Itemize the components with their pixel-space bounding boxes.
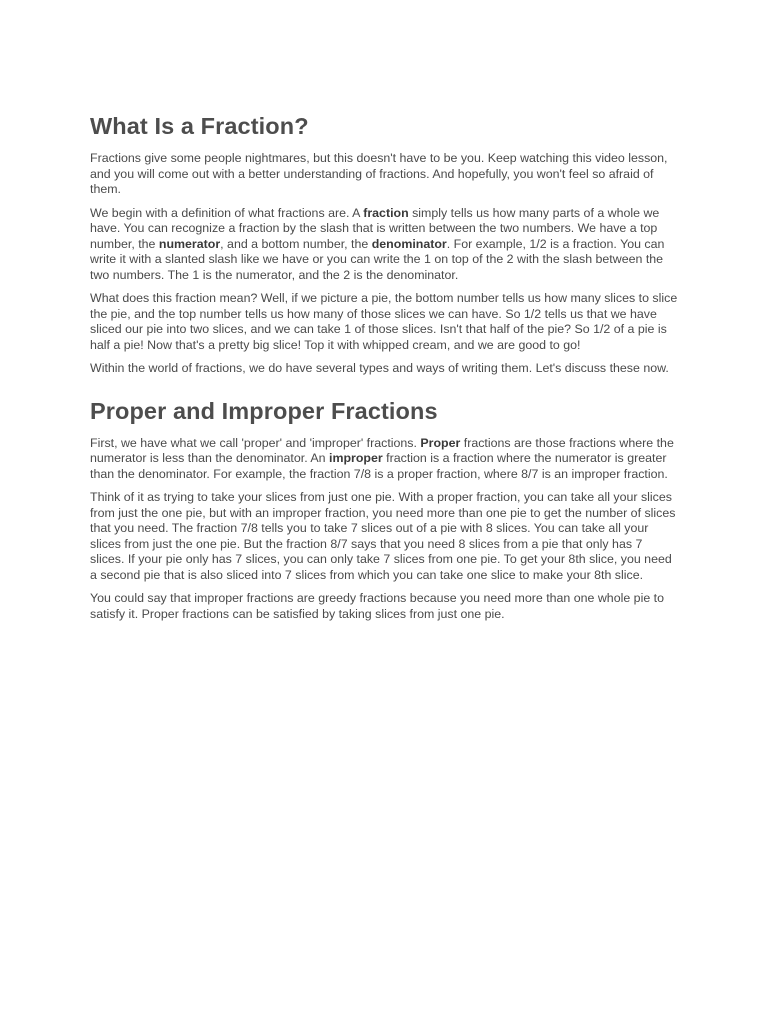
paragraph-types-intro: Within the world of fractions, we do have several types and ways of writing them. Let's discuss these now. (90, 361, 669, 375)
text-span: , and a bottom number, the (220, 236, 372, 251)
text-span: . For example, 1/2 is a fraction. You can write it with a slanted slash like we have or you can write the 1 on top of the 2 with the slash between the two numbers. The 1 is the numerator, and the 2 is the denominator. (90, 236, 665, 282)
paragraph-proper-improper-definition (90, 436, 678, 483)
paragraph-pie-example: Think of it as trying to take your slices from just one pie. With a proper fraction, you can take all your slices from just the one pie, but with an improper fraction, you need more than one pie to get the number of slices that you need. The fraction 7/8 tells you to take 7 slices out of a pie with 8 slices. You can take all your slices from just the one pie. But the fraction 8/7 says that you need 8 slices from a pie that only has 7 slices. If your pie only has 7 slices, you can only take 7 slices from one pie. To get your 8th slice, you need a second pie that is also sliced into 7 slices from which you can take one slice to make your 8th slice. (90, 490, 676, 582)
term-improper: improper (329, 451, 383, 465)
term-denominator: denominator (371, 236, 447, 251)
paragraph-greedy-fractions: You could say that improper fractions are greedy fractions because you need more than one whole pie to satisfy it. Proper fractions can be satisfied by taking slices from just one pie. (90, 591, 664, 621)
text-span: simply tells us how many parts of a whole we have. You can recognize a fraction by the slash that is written between the two numbers. We have a top number, the (90, 205, 660, 251)
text-span: fractions are those fractions where the numerator is less than the denominator. An (90, 435, 674, 465)
paragraph-pie-meaning: What does this fraction mean? Well, if we picture a pie, the bottom number tells us how many slices to slice the pie, and the top number tells us how many of those slices we can have. So 1/2 tells us that we have sliced our pie into two slices, and we can take 1 of those slices. Isn't that half of the pie? So 1/2 of a pie is half a pie! Now that's a pretty big slice! Top it with whipped cream, and we are good to go! (90, 291, 678, 352)
term-fraction: fraction (363, 205, 409, 220)
term-proper: Proper (420, 435, 461, 450)
article (90, 110, 678, 630)
text-span: fraction is a fraction where the numerator is greater than the denominator. For example, the fraction 7/8 is a proper fraction, where 8/7 is an improper fraction. (90, 451, 668, 481)
text-span: First, we have what we call 'proper' and 'improper' fractions. (90, 435, 421, 450)
paragraph-intro: Fractions give some people nightmares, but this doesn't have to be you. Keep watching this video lesson, and you will come out with a better understanding of fractions. And hopefully, you won't feel so afraid of them. (90, 151, 668, 196)
text-span: We begin with a definition of what fractions are. A (90, 205, 364, 220)
term-numerator: numerator (158, 236, 221, 251)
section-heading-what-is-a-fraction: What Is a Fraction? (90, 113, 309, 139)
section-heading-proper-improper: Proper and Improper Fractions (90, 397, 438, 424)
paragraph-definition (90, 206, 678, 284)
